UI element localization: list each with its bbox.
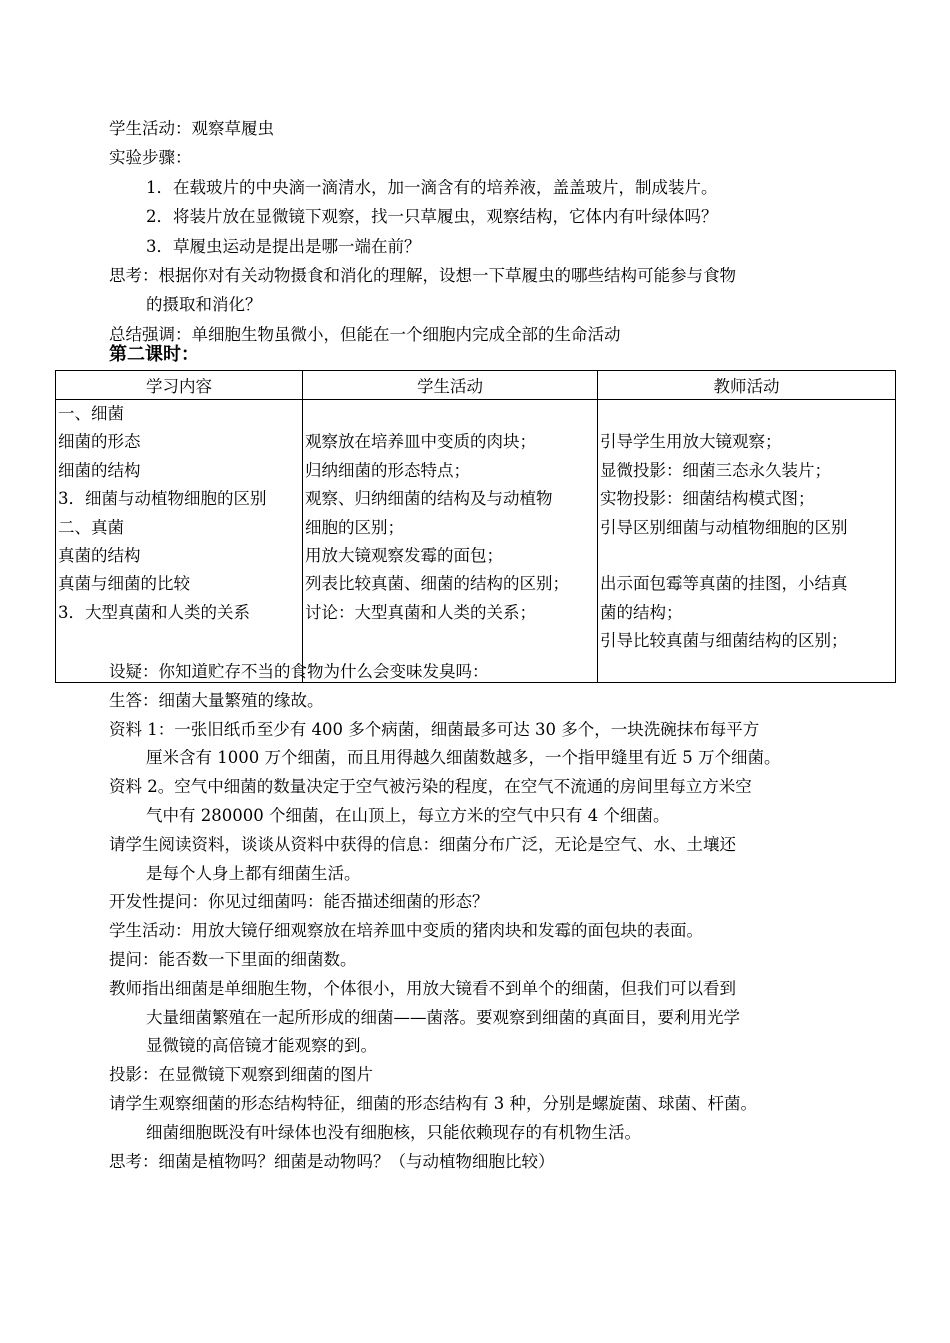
cell-line bbox=[600, 542, 893, 570]
cell-line: 列表比较真菌、细菌的结构的区别； bbox=[305, 574, 569, 594]
cell-line: 细菌的结构 bbox=[58, 460, 141, 480]
cell-line bbox=[600, 400, 893, 428]
cell-student-activity bbox=[303, 400, 598, 683]
cell-line bbox=[305, 400, 595, 428]
lesson-table bbox=[55, 370, 896, 683]
text-line: 生答：细菌大量繁殖的缘故。 bbox=[109, 690, 324, 710]
header-learning-content: 学习内容 bbox=[56, 371, 303, 400]
text-line: 资料 2。空气中细菌的数量决定于空气被污染的程度，在空气不流通的房间里每立方米空 bbox=[109, 777, 752, 797]
text-line: 提问：能否数一下里面的细菌数。 bbox=[109, 950, 357, 969]
cell-line: 真菌与细菌的比较 bbox=[58, 574, 190, 594]
cell-line: 引导区别细菌与动植物细胞的区别 bbox=[600, 517, 848, 537]
text-line: 是每个人身上都有细菌生活。 bbox=[146, 863, 361, 883]
text-line: 气中有 280000 个细菌，在山顶上，每立方米的空气中只有 4 个细菌。 bbox=[146, 806, 670, 825]
cell-line: 用放大镜观察发霉的面包； bbox=[305, 545, 503, 565]
cell-line: 显微投影：细菌三态永久装片； bbox=[600, 460, 831, 480]
cell-line: 一、细菌 bbox=[58, 404, 124, 423]
header-teacher-activity: 教师活动 bbox=[598, 371, 896, 400]
text-line: 开发性提问：你见过细菌吗：能否描述细菌的形态？ bbox=[109, 892, 489, 912]
cell-line: 归纳细菌的形态特点； bbox=[305, 460, 470, 480]
cell-line: 引导比较真菌与细菌结构的区别； bbox=[600, 631, 848, 651]
text-line: 实验步骤： bbox=[109, 148, 192, 168]
text-line: 学生活动：观察草履虫 bbox=[109, 119, 274, 138]
text-line: 设疑：你知道贮存不当的食物为什么会变味发臭吗： bbox=[109, 662, 489, 681]
cell-line: 讨论：大型真菌和人类的关系； bbox=[305, 602, 536, 622]
section-heading: 第二课时： bbox=[109, 344, 199, 365]
table-header-row bbox=[56, 371, 896, 400]
cell-line: 观察放在培养皿中变质的肉块； bbox=[305, 432, 536, 452]
cell-line: 实物投影：细菌结构模式图； bbox=[600, 489, 815, 509]
text-line: 2．将装片放在显微镜下观察，找一只草履虫，观察结构，它体内有叶绿体吗？ bbox=[146, 207, 718, 227]
text-line: 的摄取和消化？ bbox=[146, 295, 262, 315]
cell-line: 3．细菌与动植物细胞的区别 bbox=[58, 489, 267, 509]
text-line: 资料 1：一张旧纸币至少有 400 多个病菌，细菌最多可达 30 多个，一块洗碗抹布每平方 bbox=[109, 719, 760, 739]
cell-line: 3．大型真菌和人类的关系 bbox=[58, 602, 250, 622]
text-line: 总结强调：单细胞生物虽微小，但能在一个细胞内完成全部的生命活动 bbox=[109, 324, 621, 344]
header-student-activity: 学生活动 bbox=[303, 371, 598, 400]
table-row bbox=[56, 400, 896, 683]
cell-line: 二、真菌 bbox=[58, 517, 124, 537]
cell-line: 菌的结构； bbox=[600, 602, 683, 622]
text-line: 1．在载玻片的中央滴一滴清水，加一滴含有的培养液，盖盖玻片，制成装片。 bbox=[146, 177, 718, 197]
text-line: 厘米含有 1000 万个细菌，而且用得越久细菌数越多，一个指甲缝里有近 5 万个细菌。 bbox=[146, 748, 781, 768]
text-line: 请学生观察细菌的形态结构特征，细菌的形态结构有 3 种，分别是螺旋菌、球菌、杆菌。 bbox=[109, 1094, 757, 1113]
text-line: 投影：在显微镜下观察到细菌的图片 bbox=[109, 1065, 373, 1085]
text-line: 显微镜的高倍镜才能观察的到。 bbox=[146, 1036, 377, 1056]
text-line: 学生活动：用放大镜仔细观察放在培养皿中变质的猪肉块和发霉的面包块的表面。 bbox=[109, 921, 703, 941]
cell-line: 出示面包霉等真菌的挂图，小结真 bbox=[600, 574, 848, 594]
text-line: 细菌细胞既没有叶绿体也没有细胞核，只能依赖现存的有机物生活。 bbox=[146, 1122, 641, 1142]
cell-teacher-activity bbox=[598, 400, 896, 683]
cell-learning-content bbox=[56, 400, 303, 683]
cell-line: 观察、归纳细菌的结构及与动植物 bbox=[305, 489, 553, 509]
cell-line: 真菌的结构 bbox=[58, 545, 141, 565]
text-line: 3．草履虫运动是提出是哪一端在前？ bbox=[146, 236, 421, 256]
cell-line: 引导学生用放大镜观察； bbox=[600, 432, 782, 452]
cell-line: 细菌的形态 bbox=[58, 432, 141, 452]
text-line: 思考：细菌是植物吗？细菌是动物吗？（与动植物细胞比较） bbox=[109, 1151, 555, 1171]
text-line: 请学生阅读资料，谈谈从资料中获得的信息：细菌分布广泛，无论是空气、水、土壤还 bbox=[109, 834, 736, 854]
text-line: 教师指出细菌是单细胞生物，个体很小，用放大镜看不到单个的细菌，但我们可以看到 bbox=[109, 978, 736, 998]
text-line: 大量细菌繁殖在一起所形成的细菌——菌落。要观察到细菌的真面目，要利用光学 bbox=[146, 1007, 740, 1027]
cell-line: 细胞的区别； bbox=[305, 517, 404, 537]
text-line: 思考：根据你对有关动物摄食和消化的理解，设想一下草履虫的哪些结构可能参与食物 bbox=[109, 266, 736, 285]
